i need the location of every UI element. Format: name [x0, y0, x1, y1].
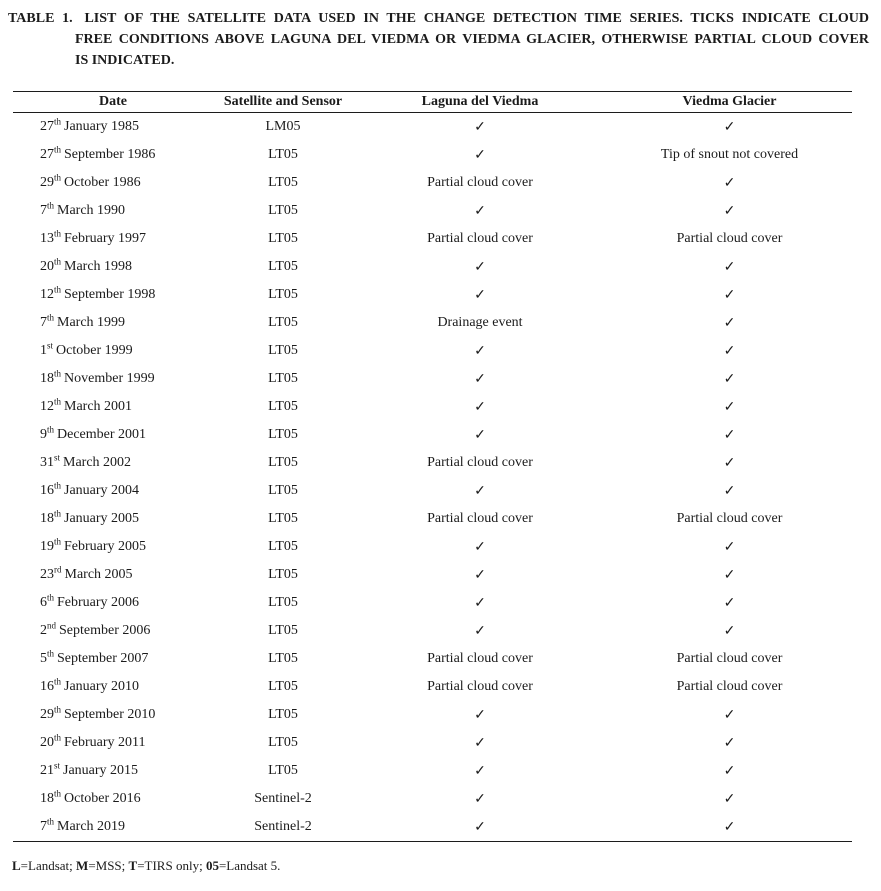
date-cell: [13, 169, 213, 197]
glacier-status-cell: Partial cloud cover: [676, 231, 783, 246]
sensor-cell: LT05: [268, 203, 298, 218]
sensor-cell: LT05: [268, 511, 298, 526]
date-day: 16: [40, 483, 54, 498]
footnote-key-l: L: [12, 858, 21, 873]
laguna-status-cell: ✓: [474, 119, 486, 135]
date-day: 20: [40, 259, 54, 274]
date-cell: [13, 645, 213, 673]
glacier-status-cell: ✓: [723, 343, 736, 359]
sensor-cell: LT05: [268, 707, 298, 722]
caption-line-1: [8, 8, 869, 29]
glacier-status-cell: ✓: [723, 819, 736, 835]
date-cell: [13, 309, 213, 337]
table-row: [13, 365, 852, 393]
sensor-cell: LT05: [268, 147, 298, 162]
laguna-status-cell: ✓: [474, 567, 486, 583]
date-cell: [13, 701, 213, 729]
date-rest: March 1999: [57, 315, 126, 330]
date-ordinal: nd: [47, 620, 56, 631]
glacier-status-cell: ✓: [723, 763, 736, 779]
laguna-status-cell: ✓: [474, 147, 486, 163]
laguna-status-cell: Drainage event: [437, 315, 523, 330]
date-rest: December 2001: [57, 427, 147, 442]
caption-line-3: IS INDICATED.: [75, 53, 175, 68]
date-cell: [13, 449, 213, 477]
sensor-cell: Sentinel-2: [254, 791, 312, 806]
date-ordinal: th: [54, 116, 62, 127]
glacier-status-cell: ✓: [723, 539, 736, 555]
date-cell: [13, 785, 213, 813]
glacier-status-cell: ✓: [723, 427, 736, 443]
date-cell: [13, 421, 213, 449]
date-ordinal: st: [47, 340, 54, 351]
date-rest: September 1998: [64, 287, 156, 302]
date-day: 18: [40, 511, 54, 526]
glacier-status-cell: ✓: [723, 259, 736, 275]
date-day: 6: [40, 595, 47, 610]
sensor-cell: LT05: [268, 343, 298, 358]
date-cell: [13, 589, 213, 617]
laguna-status-cell: ✓: [474, 623, 486, 639]
date-rest: November 1999: [64, 371, 155, 386]
date-day: 18: [40, 371, 54, 386]
date-ordinal: th: [54, 256, 62, 267]
date-rest: October 2016: [64, 791, 141, 806]
laguna-status-cell: Partial cloud cover: [427, 651, 533, 666]
date-day: 31: [40, 455, 54, 470]
date-cell: [13, 477, 213, 505]
glacier-status-cell: Tip of snout not covered: [660, 147, 799, 162]
sensor-cell: LT05: [268, 651, 298, 666]
date-cell: [13, 729, 213, 757]
date-day: 7: [40, 315, 47, 330]
sensor-cell: LT05: [268, 259, 298, 274]
laguna-status-cell: ✓: [474, 735, 486, 751]
laguna-status-cell: ✓: [474, 791, 486, 807]
table-footnote: [12, 858, 280, 874]
laguna-status-cell: ✓: [474, 287, 486, 303]
table-row: [13, 533, 852, 561]
date-rest: February 2005: [64, 539, 147, 554]
laguna-status-cell: ✓: [474, 371, 486, 387]
date-rest: September 2006: [59, 623, 151, 638]
table-caption: [8, 8, 869, 71]
date-day: 1: [40, 343, 47, 358]
table-row: [13, 309, 852, 337]
table-row: [13, 421, 852, 449]
date-rest: March 1998: [64, 259, 133, 274]
table-row: [13, 617, 852, 645]
glacier-status-cell: ✓: [723, 399, 736, 415]
date-day: 12: [40, 399, 54, 414]
date-day: 7: [40, 819, 47, 834]
date-day: 19: [40, 539, 54, 554]
date-cell: [13, 561, 213, 589]
date-cell: [13, 253, 213, 281]
laguna-status-cell: Partial cloud cover: [427, 455, 533, 470]
date-rest: September 2007: [57, 651, 149, 666]
date-ordinal: st: [54, 452, 61, 463]
date-rest: March 2001: [64, 399, 133, 414]
glacier-status-cell: ✓: [723, 175, 736, 191]
table-row: [13, 393, 852, 421]
date-cell: [13, 813, 213, 842]
date-cell: [13, 281, 213, 309]
table-row: [13, 197, 852, 225]
date-cell: [13, 225, 213, 253]
table-header: [13, 92, 852, 113]
footnote-value-t: =TIRS only;: [137, 858, 206, 873]
laguna-status-cell: ✓: [474, 343, 486, 359]
sensor-cell: LT05: [268, 567, 298, 582]
date-day: 18: [40, 791, 54, 806]
footnote-key-m: M: [76, 858, 89, 873]
satellite-data-table: [13, 91, 852, 842]
date-ordinal: th: [54, 676, 62, 687]
table-row: [13, 281, 852, 309]
column-header-date: Date: [99, 94, 127, 109]
date-rest: March 2005: [64, 567, 133, 582]
laguna-status-cell: Partial cloud cover: [427, 511, 533, 526]
date-day: 16: [40, 679, 54, 694]
date-ordinal: th: [54, 536, 62, 547]
sensor-cell: LM05: [265, 119, 301, 134]
date-cell: [13, 113, 213, 142]
date-day: 29: [40, 707, 54, 722]
glacier-status-cell: ✓: [723, 287, 736, 303]
date-rest: March 2002: [63, 455, 132, 470]
table-row: [13, 785, 852, 813]
laguna-status-cell: ✓: [474, 259, 486, 275]
date-rest: January 2005: [64, 511, 140, 526]
date-day: 20: [40, 735, 54, 750]
date-cell: [13, 141, 213, 169]
date-rest: January 1985: [64, 119, 140, 134]
date-ordinal: th: [54, 228, 62, 239]
laguna-status-cell: Partial cloud cover: [427, 231, 533, 246]
sensor-cell: LT05: [268, 595, 298, 610]
date-cell: [13, 673, 213, 701]
laguna-status-cell: ✓: [474, 427, 486, 443]
date-ordinal: th: [54, 704, 62, 715]
table-row: [13, 449, 852, 477]
laguna-status-cell: ✓: [474, 539, 486, 555]
date-cell: [13, 757, 213, 785]
table-row: [13, 225, 852, 253]
table-row: [13, 813, 852, 842]
date-rest: October 1986: [64, 175, 141, 190]
date-day: 9: [40, 427, 47, 442]
column-header-sensor: Satellite and Sensor: [223, 94, 343, 109]
table-row: [13, 253, 852, 281]
table-row: [13, 337, 852, 365]
date-ordinal: th: [47, 424, 55, 435]
glacier-status-cell: Partial cloud cover: [676, 511, 783, 526]
glacier-status-cell: Partial cloud cover: [676, 651, 783, 666]
glacier-status-cell: Partial cloud cover: [676, 679, 783, 694]
date-day: 21: [40, 763, 54, 778]
glacier-status-cell: ✓: [723, 119, 736, 135]
sensor-cell: LT05: [268, 315, 298, 330]
laguna-status-cell: ✓: [474, 399, 486, 415]
glacier-status-cell: ✓: [723, 483, 736, 499]
date-ordinal: th: [54, 172, 62, 183]
date-ordinal: th: [47, 648, 55, 659]
date-ordinal: st: [54, 760, 61, 771]
date-rest: March 2019: [57, 819, 126, 834]
date-cell: [13, 393, 213, 421]
date-ordinal: th: [54, 732, 62, 743]
laguna-status-cell: ✓: [474, 707, 486, 723]
sensor-cell: LT05: [268, 763, 298, 778]
date-day: 29: [40, 175, 54, 190]
date-ordinal: th: [47, 200, 55, 211]
date-ordinal: th: [54, 368, 62, 379]
table-row: [13, 561, 852, 589]
footnote-value-m: =MSS;: [88, 858, 129, 873]
table-row: [13, 673, 852, 701]
sensor-cell: LT05: [268, 455, 298, 470]
date-ordinal: th: [54, 508, 62, 519]
date-rest: February 2011: [64, 735, 146, 750]
column-header-glacier: Viedma Glacier: [682, 94, 777, 109]
laguna-status-cell: ✓: [474, 203, 486, 219]
footnote-key-t: T: [128, 858, 138, 873]
laguna-status-cell: ✓: [474, 819, 486, 835]
date-ordinal: th: [54, 788, 62, 799]
date-day: 7: [40, 203, 47, 218]
laguna-status-cell: ✓: [474, 763, 486, 779]
date-ordinal: th: [54, 144, 62, 155]
date-ordinal: th: [47, 816, 55, 827]
date-cell: [13, 505, 213, 533]
date-rest: October 1999: [56, 343, 133, 358]
table-row: [13, 757, 852, 785]
date-rest: March 1990: [57, 203, 126, 218]
sensor-cell: LT05: [268, 399, 298, 414]
date-rest: September 1986: [64, 147, 156, 162]
table-row: [13, 169, 852, 197]
glacier-status-cell: ✓: [723, 707, 736, 723]
sensor-cell: LT05: [268, 735, 298, 750]
date-ordinal: rd: [54, 564, 62, 575]
sensor-cell: LT05: [268, 679, 298, 694]
date-cell: [13, 365, 213, 393]
date-cell: [13, 197, 213, 225]
sensor-cell: LT05: [268, 231, 298, 246]
date-day: 5: [40, 651, 47, 666]
table-row: [13, 141, 852, 169]
table-row: [13, 505, 852, 533]
sensor-cell: LT05: [268, 427, 298, 442]
date-ordinal: th: [54, 396, 62, 407]
sensor-cell: LT05: [268, 623, 298, 638]
table-body: [13, 113, 852, 842]
laguna-status-cell: ✓: [474, 483, 486, 499]
date-ordinal: th: [47, 592, 55, 603]
date-rest: January 2010: [64, 679, 140, 694]
glacier-status-cell: ✓: [723, 791, 736, 807]
caption-line-2: FREE CONDITIONS ABOVE LAGUNA DEL VIEDMA OR VIEDMA GLACIER, OTHERWISE PARTIAL CLOUD COVER: [75, 32, 869, 47]
sensor-cell: LT05: [268, 539, 298, 554]
table-caption-label: TABLE 1.: [8, 11, 73, 26]
date-rest: January 2015: [63, 763, 139, 778]
table-row: [13, 701, 852, 729]
date-day: 27: [40, 119, 54, 134]
laguna-status-cell: Partial cloud cover: [427, 175, 533, 190]
glacier-status-cell: ✓: [723, 455, 736, 471]
date-cell: [13, 337, 213, 365]
table-row: [13, 477, 852, 505]
date-day: 12: [40, 287, 54, 302]
header-row: [13, 92, 852, 113]
date-day: 13: [40, 231, 54, 246]
sensor-cell: LT05: [268, 483, 298, 498]
sensor-cell: LT05: [268, 287, 298, 302]
laguna-status-cell: Partial cloud cover: [427, 679, 533, 694]
date-cell: [13, 617, 213, 645]
date-cell: [13, 533, 213, 561]
glacier-status-cell: ✓: [723, 623, 736, 639]
date-day: 2: [40, 623, 47, 638]
date-rest: September 2010: [64, 707, 156, 722]
footnote-value-l: =Landsat;: [20, 858, 77, 873]
table-row: [13, 589, 852, 617]
laguna-status-cell: ✓: [474, 595, 486, 611]
date-rest: February 1997: [64, 231, 147, 246]
table-row: [13, 729, 852, 757]
sensor-cell: LT05: [268, 175, 298, 190]
date-rest: February 2006: [57, 595, 140, 610]
sensor-cell: Sentinel-2: [254, 819, 312, 834]
footnote-value-05: =Landsat 5.: [218, 858, 281, 873]
table-row: [13, 113, 852, 142]
footnote-key-05: 05: [205, 858, 219, 873]
glacier-status-cell: ✓: [723, 567, 736, 583]
glacier-status-cell: ✓: [723, 595, 736, 611]
sensor-cell: LT05: [268, 371, 298, 386]
date-ordinal: th: [54, 480, 62, 491]
glacier-status-cell: ✓: [723, 203, 736, 219]
glacier-status-cell: ✓: [723, 735, 736, 751]
date-rest: January 2004: [64, 483, 140, 498]
glacier-status-cell: ✓: [723, 315, 736, 331]
date-ordinal: th: [47, 312, 55, 323]
column-header-laguna: Laguna del Viedma: [421, 94, 539, 109]
caption-line-1-text: LIST OF THE SATELLITE DATA USED IN THE CHANGE DETECTION TIME SERIES. TICKS INDICATE CLOUD: [84, 11, 869, 26]
glacier-status-cell: ✓: [723, 371, 736, 387]
date-day: 27: [40, 147, 54, 162]
date-day: 23: [40, 567, 54, 582]
table-row: [13, 645, 852, 673]
date-ordinal: th: [54, 284, 62, 295]
